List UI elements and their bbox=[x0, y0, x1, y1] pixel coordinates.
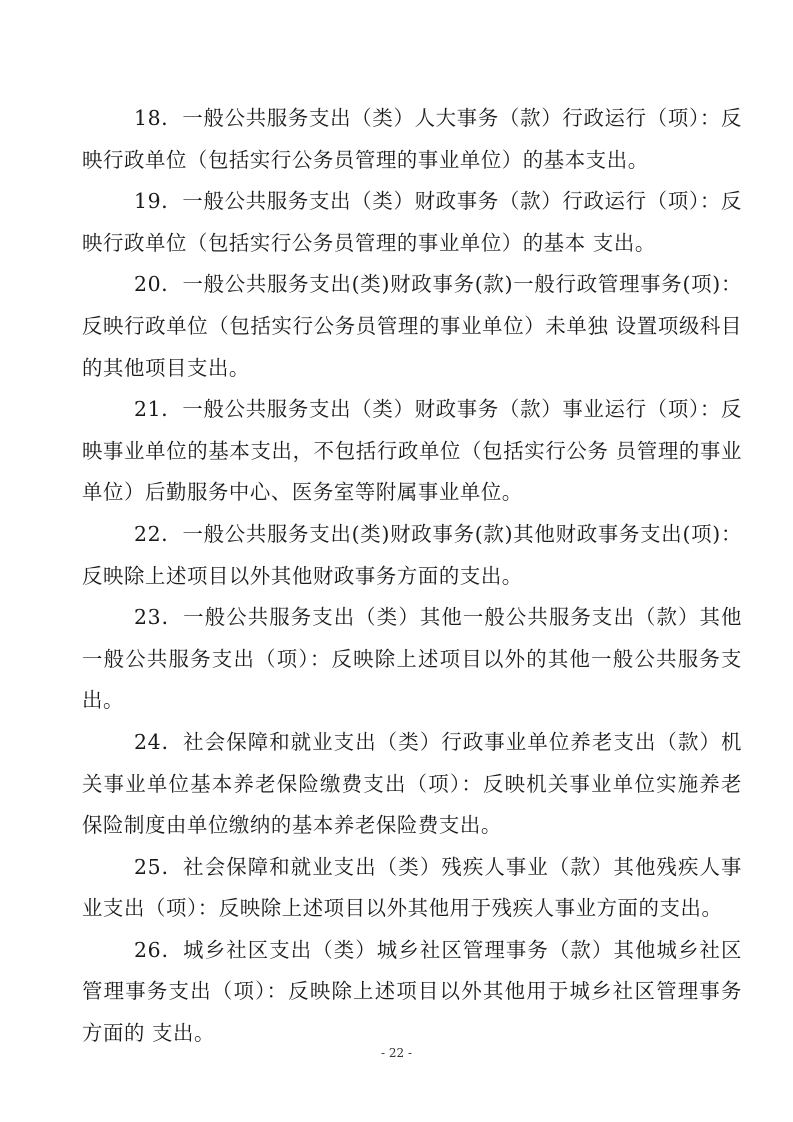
paragraph-item-19: 19．一般公共服务支出（类）财政事务（款）行政运行（项）：反映行政单位（包括实行公务员管理的事业单位）的基本 支出。 bbox=[82, 189, 742, 255]
page-number: - 22 - bbox=[380, 1046, 412, 1060]
paragraph-item-24: 24．社会保障和就业支出（类）行政事业单位养老支出（款）机关事业单位基本养老保险缴费支出（项）：反映机关事业单位实施养老保险制度由单位缴纳的基本养老保险费支出。 bbox=[82, 729, 742, 838]
paragraph-item-22: 22．一般公共服务支出(类)财政事务(款)其他财政事务支出(项)：反映除上述项目以外其他财政事务方面的支出。 bbox=[82, 521, 742, 588]
paragraph-item-23: 23．一般公共服务支出（类）其他一般公共服务支出（款）其他一般公共服务支出（项）：反映除上述项目以外的其他一般公共服务支出。 bbox=[82, 605, 742, 713]
paragraph-item-25: 25．社会保障和就业支出（类）残疾人事业（款）其他残疾人事业支出（项）：反映除上述项目以外其他用于残疾人事业方面的支出。 bbox=[82, 854, 742, 921]
paragraph-item-21: 21．一般公共服务支出（类）财政事务（款）事业运行（项）：反映事业单位的基本支出，不包括行政单位（包括实行公务 员管理的事业单位）后勤服务中心、医务室等附属事业单位。 bbox=[82, 397, 742, 505]
paragraph-item-26: 26．城乡社区支出（类）城乡社区管理事务（款）其他城乡社区管理事务支出（项）：反映除上述项目以外其他用于城乡社区管理事务方面的 支出。 bbox=[82, 937, 742, 1046]
paragraph-item-18: 18．一般公共服务支出（类）人大事务（款）行政运行（项）：反映行政单位（包括实行公务员管理的事业单位）的基本支出。 bbox=[82, 106, 742, 172]
paragraph-item-20: 20．一般公共服务支出(类)财政事务(款)一般行政管理事务(项)：反映行政单位（包括实行公务员管理的事业单位）未单独 设置项级科目的其他项目支出。 bbox=[82, 272, 742, 380]
document-body bbox=[82, 98, 742, 1055]
